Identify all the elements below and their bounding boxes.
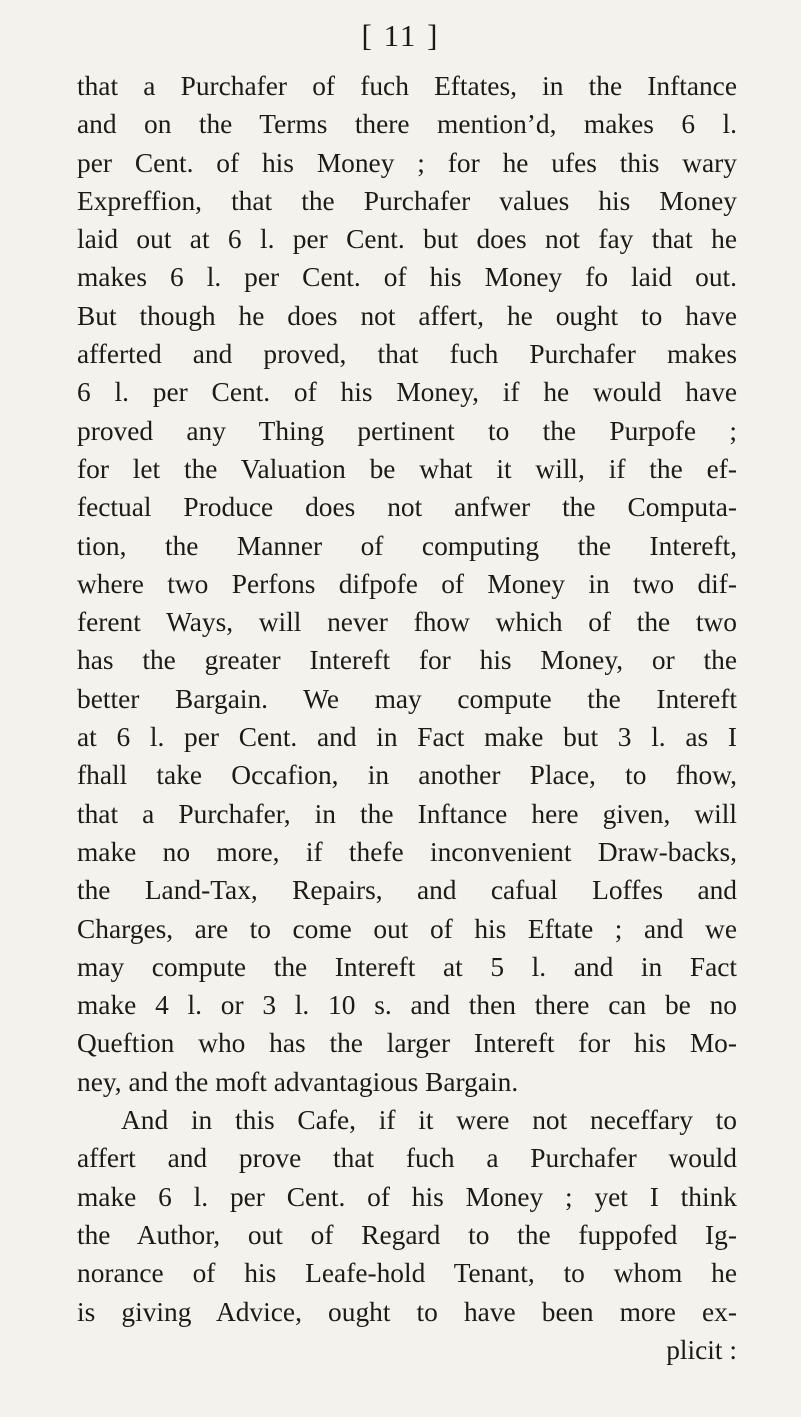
text-line: may compute the Intereft at 5 l. and in Fact (77, 951, 737, 982)
text-line: is giving Advice, ought to have been more ex- (77, 1296, 737, 1327)
text-line: laid out at 6 l. per Cent. but does not fay that he (77, 224, 737, 255)
text-line: fhall take Occafion, in another Place, to fhow, (77, 760, 737, 791)
text-line: 6 l. per Cent. of his Money, if he would have (77, 377, 737, 408)
text-line: Charges, are to come out of his Eftate ; and we (77, 913, 737, 944)
text-line: ney, and the moft advantagious Bargain. (77, 1066, 519, 1097)
text-line: proved any Thing pertinent to the Purpofe ; (77, 415, 737, 446)
text-line: norance of his Leafe-hold Tenant, to whom he (77, 1258, 737, 1289)
text-line: that a Purchafer of fuch Eftates, in the Inftance (77, 71, 737, 101)
text-line: and on the Terms there mention’d, makes 6 l. (77, 109, 737, 140)
text-line: And in this Cafe, if it were not neceffary to (121, 1105, 737, 1136)
text-line: affert and prove that fuch a Purchafer would (77, 1143, 737, 1174)
text-line: where two Perfons difpofe of Money in two dif- (77, 568, 737, 599)
text-line: make 6 l. per Cent. of his Money ; yet I think (77, 1181, 737, 1212)
text-line: make 4 l. or 3 l. 10 s. and then there can be no (77, 990, 737, 1021)
text-line: fectual Produce does not anfwer the Computa- (77, 492, 737, 523)
text-line: at 6 l. per Cent. and in Fact make but 3 l. as I (77, 722, 737, 753)
text-line: that a Purchafer, in the Inftance here given, will (77, 798, 737, 829)
text-line: makes 6 l. per Cent. of his Money fo laid out. (77, 262, 737, 293)
text-line: the Land-Tax, Repairs, and cafual Loffes and (77, 875, 737, 906)
text-line: better Bargain. We may compute the Intereft (77, 683, 737, 714)
page-number: [ 11 ] (361, 18, 440, 53)
text-line: the Author, out of Regard to the fuppofed Ig- (77, 1219, 737, 1250)
text-line: ferent Ways, will never fhow which of the two (77, 607, 737, 638)
text-line: But though he does not affert, he ought to have (77, 300, 737, 331)
text-line: Expreffion, that the Purchafer values his Money (77, 185, 737, 216)
text-line: tion, the Manner of computing the Intereft, (77, 530, 737, 561)
catchword: plicit : (666, 1334, 737, 1365)
text-line: afferted and proved, that fuch Purchafer makes (77, 339, 737, 370)
text-line: make no more, if thefe inconvenient Draw-backs, (77, 836, 737, 867)
body-text (77, 67, 737, 1369)
text-line: has the greater Intereft for his Money, or the (77, 645, 737, 676)
text-line: Queftion who has the larger Intereft for his Mo- (77, 1028, 737, 1059)
text-line: for let the Valuation be what it will, if the ef- (77, 453, 737, 484)
text-line: per Cent. of his Money ; for he ufes this wary (77, 147, 737, 178)
